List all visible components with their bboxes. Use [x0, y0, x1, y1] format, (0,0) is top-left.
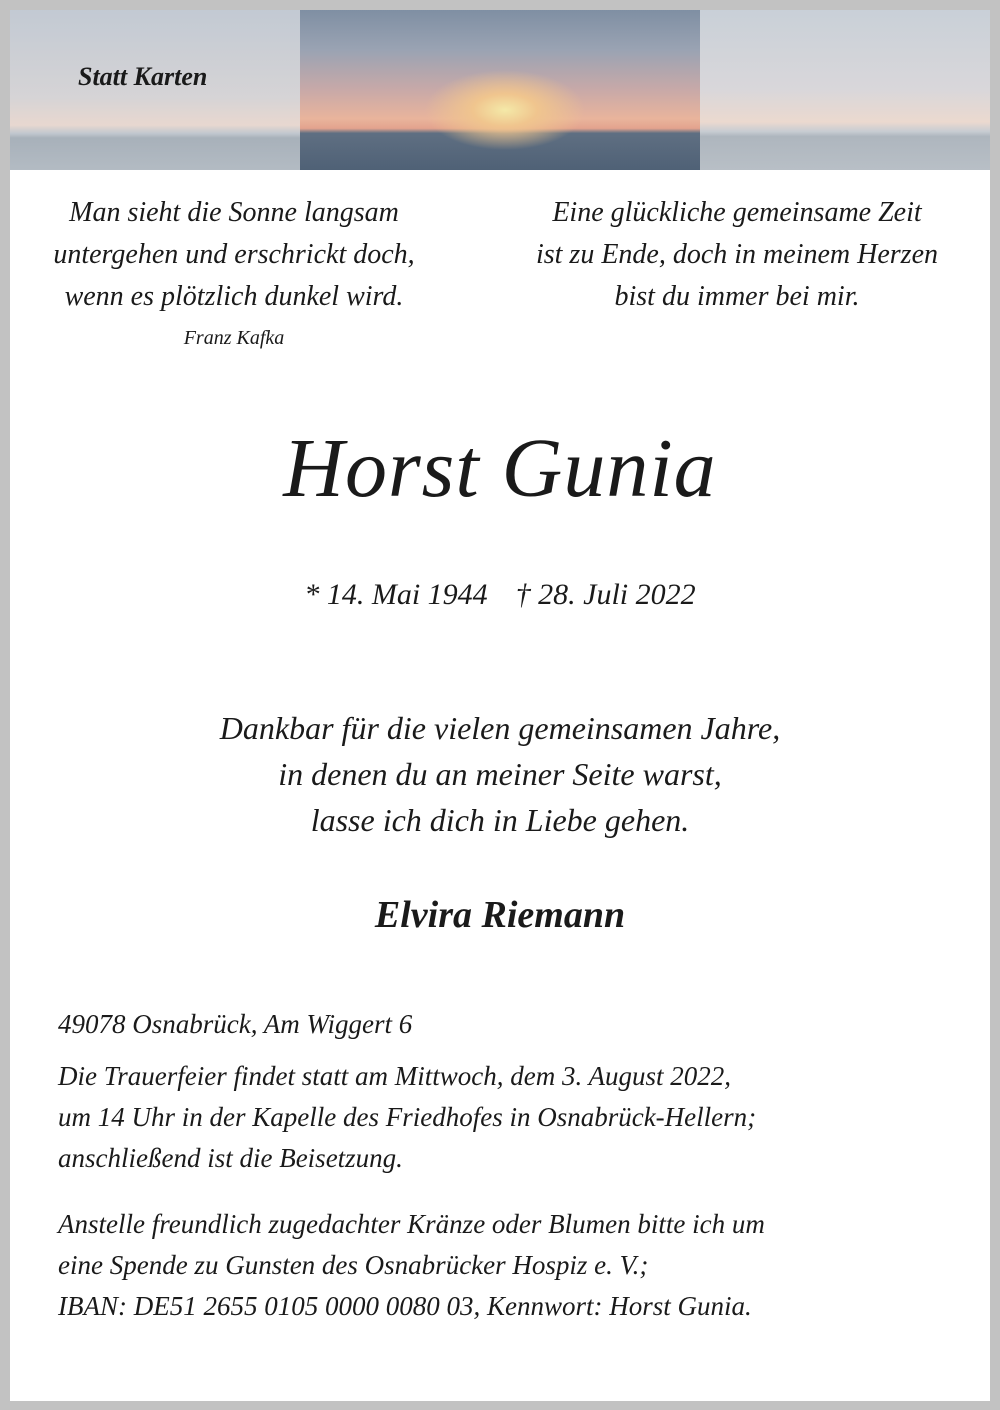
- address-line: 49078 Osnabrück, Am Wiggert 6: [58, 1009, 413, 1039]
- funeral-line: Die Trauerfeier findet statt am Mittwoch, dem 3. August 2022,: [58, 1061, 731, 1091]
- quote-right-line: ist zu Ende, doch in meinem Herzen: [535, 239, 939, 270]
- sunset-banner-image: [10, 10, 990, 170]
- donation-line: eine Spende zu Gunsten des Osnabrücker Hospiz e. V.;: [58, 1250, 649, 1280]
- tribute-text: [0, 705, 1000, 843]
- quote-left: [14, 192, 454, 318]
- quote-left-line: wenn es plötzlich dunkel wird.: [64, 281, 404, 312]
- tribute-line: in denen du an meiner Seite warst,: [278, 756, 722, 792]
- quote-right-line: Eine glückliche gemeinsame Zeit: [552, 197, 922, 228]
- quote-right-line: bist du immer bei mir.: [614, 281, 860, 312]
- address: [58, 1004, 948, 1045]
- funeral-line: um 14 Uhr in der Kapelle des Friedhofes in Osnabrück-Hellern;: [58, 1102, 757, 1132]
- banner-sunset-center: [300, 10, 700, 170]
- deceased-name: Horst Gunia: [283, 422, 717, 515]
- funeral-line: anschließend ist die Beisetzung.: [58, 1143, 403, 1173]
- quote-author: Franz Kafka: [183, 327, 285, 349]
- banner-sky-right: [700, 10, 990, 170]
- signer-name: Elvira Riemann: [374, 894, 626, 936]
- donation-info: [58, 1204, 948, 1327]
- tribute-line: lasse ich dich in Liebe gehen.: [310, 802, 690, 838]
- quote-right: [492, 192, 982, 318]
- birth-date: * 14. Mai 1944: [304, 578, 488, 611]
- statt-karten-label: Statt Karten: [78, 62, 208, 91]
- quote-left-line: Man sieht die Sonne langsam: [69, 197, 399, 228]
- donation-line: Anstelle freundlich zugedachter Kränze oder Blumen bitte ich um: [58, 1209, 765, 1239]
- donation-line: IBAN: DE51 2655 0105 0000 0080 03, Kennwort: Horst Gunia.: [58, 1291, 752, 1321]
- tribute-line: Dankbar für die vielen gemeinsamen Jahre,: [219, 710, 781, 746]
- death-date: † 28. Juli 2022: [515, 578, 696, 611]
- quote-left-line: untergehen und erschrickt doch,: [53, 239, 415, 270]
- funeral-info: [58, 1056, 948, 1179]
- life-dates: [0, 578, 1000, 612]
